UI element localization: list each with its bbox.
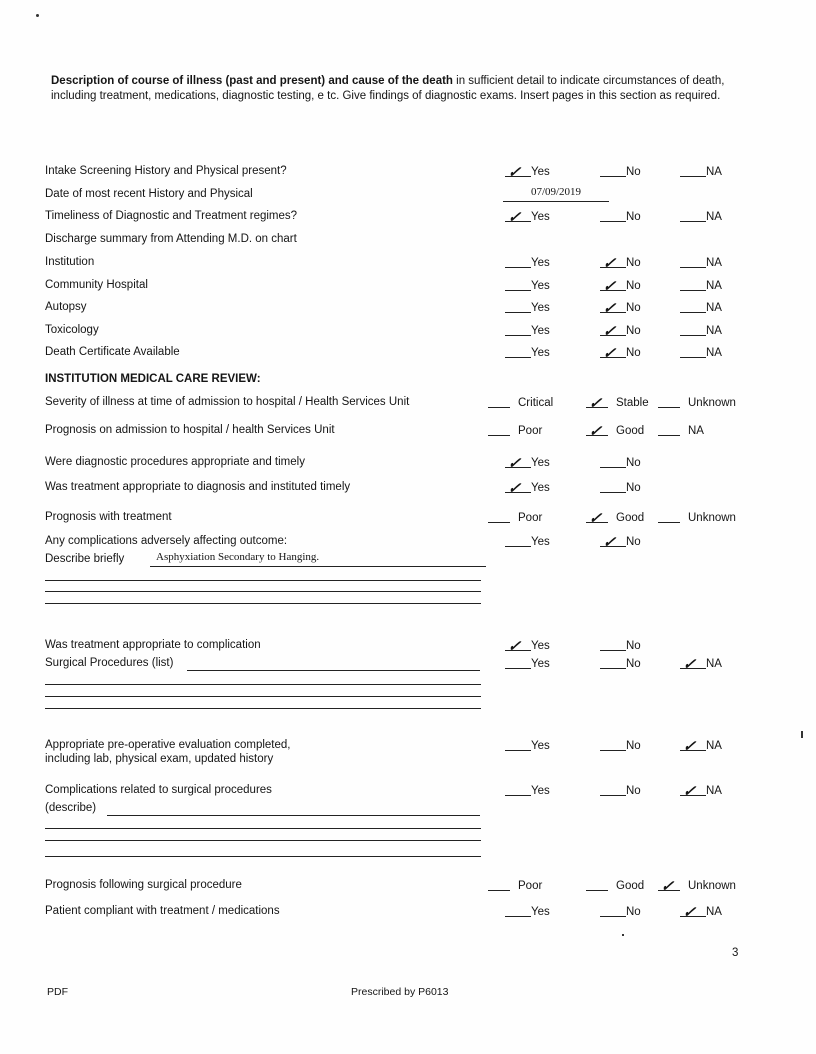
blank-write-line[interactable]: [45, 580, 481, 581]
row-label: Appropriate pre-operative evaluation completed,: [45, 739, 291, 751]
form-row-surgical-complications: [45, 784, 785, 800]
option-label: Unknown: [688, 397, 736, 409]
option-stable[interactable]: [586, 395, 649, 412]
intro-bold-text: Description of course of illness (past and present) and cause of the death: [51, 75, 453, 87]
answer-line: [488, 511, 510, 523]
row-label: Intake Screening History and Physical present?: [45, 165, 287, 177]
answer-line: [658, 511, 680, 523]
check-mark: ✓: [587, 423, 603, 440]
check-mark: ✓: [681, 904, 697, 921]
option-yes[interactable]: [505, 209, 550, 226]
answer-line: [586, 879, 608, 891]
option-label: Poor: [518, 425, 543, 437]
option-yes[interactable]: [505, 279, 550, 292]
form-row-autopsy: [45, 301, 785, 317]
row-label: Describe briefly: [45, 553, 125, 565]
answer-line: [680, 656, 706, 673]
answer-line: [600, 165, 626, 177]
option-na[interactable]: [680, 324, 722, 337]
answer-line: [586, 423, 608, 440]
option-yes[interactable]: [505, 164, 550, 181]
answer-line: [488, 424, 510, 436]
option-no[interactable]: [600, 657, 641, 670]
form-row-intake-screening: [45, 165, 785, 181]
describe-briefly-field[interactable]: [150, 551, 486, 567]
answer-line: [600, 210, 626, 222]
answer-line: [505, 455, 531, 472]
option-label: NA: [706, 906, 722, 918]
footer-pdf-label: PDF: [47, 986, 68, 998]
row-label: Any complications adversely affecting outcome:: [45, 535, 288, 547]
blank-write-line[interactable]: [45, 828, 481, 829]
blank-write-line[interactable]: [45, 696, 481, 697]
form-row-institution: [45, 256, 785, 272]
option-unknown[interactable]: [658, 396, 736, 409]
form-row-death-certificate: [45, 346, 785, 362]
option-label: NA: [706, 325, 722, 337]
option-no[interactable]: [600, 323, 641, 340]
option-unknown[interactable]: [658, 511, 736, 524]
option-good[interactable]: [586, 510, 645, 527]
answer-line: [505, 164, 531, 181]
option-label: Yes: [531, 482, 550, 494]
option-label: NA: [706, 211, 722, 223]
row-label: Timeliness of Diagnostic and Treatment regimes?: [45, 210, 298, 222]
answer-line: [658, 878, 680, 895]
option-label: Critical: [518, 397, 554, 409]
answer-line: [680, 904, 706, 921]
option-no[interactable]: [600, 278, 641, 295]
form-row-community-hospital: [45, 279, 785, 295]
answer-line: [680, 301, 706, 313]
option-na[interactable]: [680, 165, 722, 178]
option-label: Poor: [518, 512, 543, 524]
option-label: No: [626, 211, 641, 223]
row-label: Complications related to surgical procedures: [45, 784, 272, 796]
row-label: Discharge summary from Attending M.D. on chart: [45, 233, 297, 245]
option-label: Yes: [531, 257, 550, 269]
answer-line: [505, 784, 531, 796]
form-row-prognosis-surgical: [45, 879, 785, 895]
option-na[interactable]: [680, 904, 722, 921]
check-mark: ✓: [601, 278, 617, 295]
answer-line: [600, 657, 626, 669]
option-label: No: [626, 906, 641, 918]
option-yes[interactable]: [505, 346, 550, 359]
option-poor[interactable]: [488, 511, 542, 524]
option-label: Yes: [531, 785, 550, 797]
row-label: Surgical Procedures (list): [45, 657, 174, 669]
scan-artifact-speck: [622, 934, 624, 936]
option-na[interactable]: [680, 279, 722, 292]
answer-line: [505, 256, 531, 268]
answer-line: [600, 534, 626, 551]
form-row-describe: [45, 802, 785, 818]
row-label: Date of most recent History and Physical: [45, 188, 253, 200]
option-yes[interactable]: [505, 256, 550, 269]
form-row-treatment-appropriate: [45, 481, 785, 497]
row-label: Were diagnostic procedures appropriate and timely: [45, 456, 305, 468]
option-label: NA: [688, 425, 704, 437]
check-mark: ✓: [681, 783, 697, 800]
describe-briefly-value: Asphyxiation Secondary to Hanging.: [156, 551, 320, 563]
option-yes[interactable]: [505, 657, 550, 670]
answer-line: [600, 905, 626, 917]
option-na[interactable]: [680, 346, 722, 359]
answer-line: [680, 324, 706, 336]
option-no[interactable]: [600, 905, 641, 918]
check-mark: ✓: [681, 656, 697, 673]
check-mark: ✓: [601, 300, 617, 317]
option-label: Yes: [531, 658, 550, 670]
option-critical[interactable]: [488, 396, 553, 409]
row-label: (describe): [45, 802, 97, 814]
option-label: No: [626, 658, 641, 670]
option-label: NA: [706, 658, 722, 670]
option-yes[interactable]: [505, 784, 550, 797]
answer-line: [600, 323, 626, 340]
option-label: Unknown: [688, 512, 736, 524]
option-label: Yes: [531, 166, 550, 178]
option-label: No: [626, 280, 641, 292]
blank-write-line[interactable]: [45, 591, 481, 592]
answer-line: [505, 905, 531, 917]
option-label: NA: [706, 257, 722, 269]
option-yes[interactable]: [505, 455, 550, 472]
option-label: No: [626, 302, 641, 314]
answer-line: [505, 739, 531, 751]
check-mark: ✓: [506, 480, 522, 497]
option-yes[interactable]: [505, 739, 550, 752]
form-row-surgical-procedures: [45, 657, 785, 673]
row-label: Death Certificate Available: [45, 346, 180, 358]
form-row-patient-compliant: [45, 905, 785, 921]
form-row-severity-admission: [45, 396, 785, 412]
option-label: NA: [706, 785, 722, 797]
option-no[interactable]: [600, 345, 641, 362]
option-no[interactable]: [600, 784, 641, 797]
answer-line: [600, 278, 626, 295]
answer-line: [505, 535, 531, 547]
answer-line: [680, 256, 706, 268]
answer-line: [680, 346, 706, 358]
intro-paragraph: [51, 74, 759, 104]
scan-artifact-dot: [36, 14, 39, 17]
option-label: Good: [616, 512, 645, 524]
section-header: INSTITUTION MEDICAL CARE REVIEW:: [45, 373, 261, 385]
option-no[interactable]: [600, 300, 641, 317]
option-label: No: [626, 166, 641, 178]
answer-line: [488, 396, 510, 408]
blank-write-line[interactable]: [45, 708, 481, 709]
row-label: Institution: [45, 256, 95, 268]
option-label: NA: [706, 347, 722, 359]
option-poor[interactable]: [488, 879, 542, 892]
option-no[interactable]: [600, 739, 641, 752]
option-label: Yes: [531, 211, 550, 223]
option-yes[interactable]: [505, 324, 550, 337]
check-mark: ✓: [659, 878, 675, 895]
form-row-prognosis-treatment: [45, 511, 785, 527]
answer-line: [600, 481, 626, 493]
option-label: Yes: [531, 302, 550, 314]
scan-artifact-tick: [801, 731, 803, 738]
answer-line: [658, 424, 680, 436]
answer-line: [680, 738, 706, 755]
answer-line: [505, 346, 531, 358]
answer-line: [680, 210, 706, 222]
check-mark: ✓: [601, 345, 617, 362]
option-label: Yes: [531, 740, 550, 752]
option-label: Yes: [531, 325, 550, 337]
form-row-date-history-physical: [45, 188, 785, 204]
option-label: Yes: [531, 457, 550, 469]
intro-regular-text: in sufficient detail to indicate circumstances of death, including treatment, medications, diagnostic testing, e tc. Give findings of diagnostic exams. Insert pages in this section as required.: [51, 75, 725, 102]
option-label: Yes: [531, 280, 550, 292]
option-poor[interactable]: [488, 424, 542, 437]
option-good[interactable]: [586, 879, 644, 892]
answer-line: [505, 638, 531, 655]
option-label: Yes: [531, 536, 550, 548]
check-mark: ✓: [681, 738, 697, 755]
form-row-discharge-summary: [45, 233, 785, 249]
option-label: No: [626, 257, 641, 269]
option-label: Unknown: [688, 880, 736, 892]
option-label: No: [626, 785, 641, 797]
answer-line: [505, 480, 531, 497]
answer-line: [586, 510, 608, 527]
option-no[interactable]: [600, 165, 641, 178]
answer-line: [658, 396, 680, 408]
option-na[interactable]: [680, 656, 722, 673]
row-label: Was treatment appropriate to diagnosis and instituted timely: [45, 481, 351, 493]
check-mark: ✓: [506, 455, 522, 472]
answer-line: [600, 300, 626, 317]
row-label: Toxicology: [45, 324, 99, 336]
option-na[interactable]: [680, 256, 722, 269]
answer-line: [505, 301, 531, 313]
answer-line: [680, 279, 706, 291]
option-label: Good: [616, 425, 645, 437]
answer-line: [680, 783, 706, 800]
option-no[interactable]: [600, 210, 641, 223]
date-value: 07/09/2019: [530, 186, 582, 198]
option-label: Poor: [518, 880, 543, 892]
blank-write-line[interactable]: [45, 603, 481, 604]
blank-write-line[interactable]: [45, 684, 481, 685]
check-mark: ✓: [506, 638, 522, 655]
option-no[interactable]: [600, 481, 641, 494]
option-unknown[interactable]: [658, 878, 736, 895]
option-label: No: [626, 347, 641, 359]
option-na[interactable]: [680, 738, 722, 755]
option-no[interactable]: [600, 456, 641, 469]
answer-line: [488, 879, 510, 891]
page-number: 3: [732, 947, 739, 959]
option-yes[interactable]: [505, 535, 550, 548]
option-no[interactable]: [600, 639, 641, 652]
option-label: No: [626, 457, 641, 469]
option-yes[interactable]: [505, 480, 550, 497]
option-label: Yes: [531, 906, 550, 918]
row-label: Prognosis on admission to hospital / health Services Unit: [45, 424, 335, 436]
option-na[interactable]: [658, 424, 704, 437]
row-label: Autopsy: [45, 301, 87, 313]
check-mark: ✓: [601, 534, 617, 551]
option-yes[interactable]: [505, 301, 550, 314]
row-label: Community Hospital: [45, 279, 148, 291]
row-label: Prognosis with treatment: [45, 511, 172, 523]
date-field[interactable]: [503, 186, 609, 202]
row-label: Prognosis following surgical procedure: [45, 879, 242, 891]
option-label: Stable: [616, 397, 649, 409]
check-mark: ✓: [506, 209, 522, 226]
row-label: Severity of illness at time of admission to hospital / Health Services Unit: [45, 396, 410, 408]
option-label: No: [626, 536, 641, 548]
describe-field[interactable]: [107, 800, 480, 816]
form-row-complications-outcome: [45, 535, 785, 551]
form-row-diagnostic-procedures: [45, 456, 785, 472]
check-mark: ✓: [587, 395, 603, 412]
form-row-prognosis-admission: [45, 424, 785, 440]
answer-line: [600, 784, 626, 796]
form-row-treatment-complication: [45, 639, 785, 655]
answer-line: [586, 395, 608, 412]
answer-line: [505, 657, 531, 669]
form-row-timeliness: [45, 210, 785, 226]
answer-line: [680, 165, 706, 177]
blank-write-line[interactable]: [45, 856, 481, 857]
option-label: NA: [706, 740, 722, 752]
answer-line: [505, 324, 531, 336]
answer-line: [505, 209, 531, 226]
option-label: No: [626, 325, 641, 337]
option-label: Yes: [531, 347, 550, 359]
check-mark: ✓: [506, 164, 522, 181]
surgical-procedures-field[interactable]: [187, 655, 480, 671]
check-mark: ✓: [601, 255, 617, 272]
option-yes[interactable]: [505, 638, 550, 655]
option-label: Good: [616, 880, 645, 892]
row-label: Patient compliant with treatment / medications: [45, 905, 280, 917]
form-row-describe-briefly: [45, 553, 785, 569]
option-label: NA: [706, 280, 722, 292]
option-yes[interactable]: [505, 905, 550, 918]
answer-line: [505, 279, 531, 291]
answer-line: [600, 255, 626, 272]
answer-line: [600, 639, 626, 651]
option-label: No: [626, 740, 641, 752]
answer-line: [600, 456, 626, 468]
option-label: Yes: [531, 640, 550, 652]
option-label: NA: [706, 166, 722, 178]
footer-prescribed-label: Prescribed by P6013: [351, 986, 449, 998]
option-no[interactable]: [600, 255, 641, 272]
option-good[interactable]: [586, 423, 645, 440]
form-row-toxicology: [45, 324, 785, 340]
form-row-preop-evaluation: [45, 738, 785, 765]
blank-write-line[interactable]: [45, 840, 481, 841]
answer-line: [600, 345, 626, 362]
option-no[interactable]: [600, 534, 641, 551]
option-na[interactable]: [680, 783, 722, 800]
option-label: No: [626, 482, 641, 494]
answer-line: [600, 739, 626, 751]
option-label: No: [626, 640, 641, 652]
option-label: NA: [706, 302, 722, 314]
check-mark: ✓: [587, 510, 603, 527]
row-label: Was treatment appropriate to complication: [45, 639, 261, 651]
option-na[interactable]: [680, 210, 722, 223]
row-label-line2: including lab, physical exam, updated history: [45, 753, 274, 765]
check-mark: ✓: [601, 323, 617, 340]
option-na[interactable]: [680, 301, 722, 314]
